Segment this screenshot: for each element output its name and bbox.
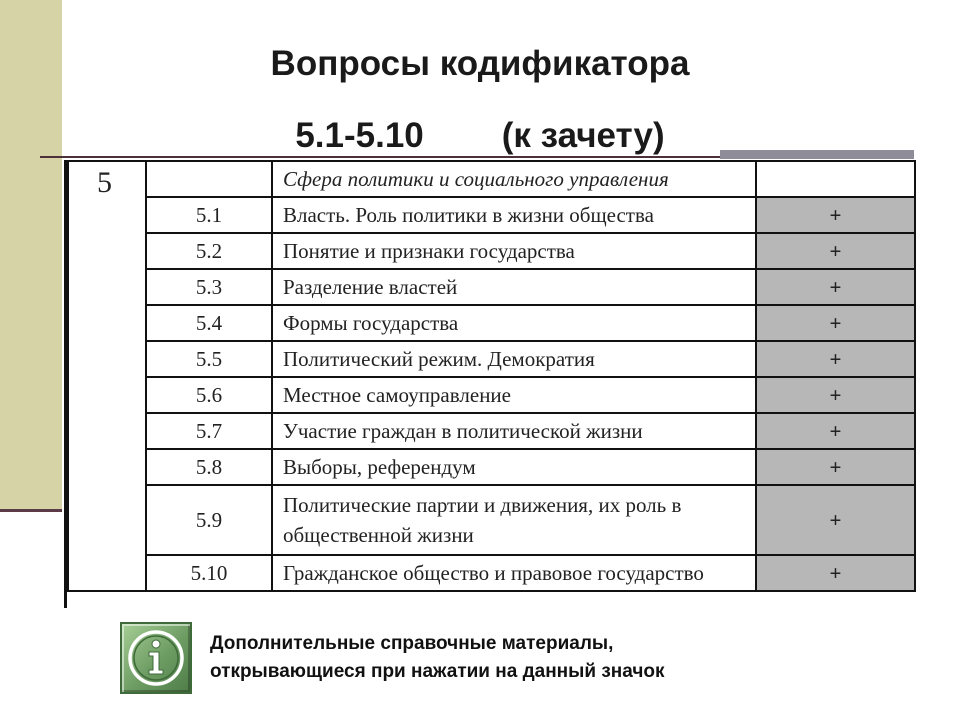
- row-topic: Местное самоуправление: [272, 377, 756, 413]
- section-mark-cell: [756, 161, 915, 197]
- table-row: [68, 341, 915, 377]
- row-mark: +: [756, 305, 915, 341]
- row-mark: +: [756, 197, 915, 233]
- row-topic: Выборы, референдум: [272, 449, 756, 485]
- table-row: [68, 197, 915, 233]
- header-divider: [40, 156, 720, 158]
- row-number: 5.9: [146, 485, 272, 555]
- codifier-table: [67, 160, 916, 592]
- row-topic: Формы государства: [272, 305, 756, 341]
- row-topic: Участие граждан в политической жизни: [272, 413, 756, 449]
- row-number: 5.5: [146, 341, 272, 377]
- row-number: 5.10: [146, 555, 272, 591]
- table-row: [68, 233, 915, 269]
- section-title: Сфера политики и социального управления: [272, 161, 756, 197]
- table-row: [68, 413, 915, 449]
- row-topic: Политический режим. Демократия: [272, 341, 756, 377]
- info-icon[interactable]: [120, 622, 192, 694]
- code-range: 5.1-5.10: [295, 116, 424, 155]
- row-mark: +: [756, 413, 915, 449]
- section-empty-cell: [146, 161, 272, 197]
- table-row: [68, 377, 915, 413]
- row-mark: +: [756, 269, 915, 305]
- table-row: [68, 449, 915, 485]
- table-row: [68, 269, 915, 305]
- header-divider-accent: [720, 150, 914, 159]
- row-topic: Понятие и признаки государства: [272, 233, 756, 269]
- row-number: 5.1: [146, 197, 272, 233]
- row-number: 5.4: [146, 305, 272, 341]
- section-row: [68, 161, 915, 197]
- row-number: 5.7: [146, 413, 272, 449]
- row-mark: +: [756, 555, 915, 591]
- row-number: 5.3: [146, 269, 272, 305]
- row-mark: +: [756, 341, 915, 377]
- exam-note: (к зачету): [501, 116, 665, 155]
- row-topic: Власть. Роль политики в жизни общества: [272, 197, 756, 233]
- codifier-table-wrapper: [64, 160, 917, 608]
- slide-title: Вопросы кодификатора: [270, 44, 690, 83]
- info-caption-line2: открывающиеся при нажатии на данный значок: [210, 661, 665, 682]
- row-mark: +: [756, 485, 915, 555]
- row-topic: Политические партии и движения, их роль в общественной жизни: [272, 485, 756, 555]
- row-number: 5.2: [146, 233, 272, 269]
- info-caption: [210, 630, 830, 686]
- row-mark: +: [756, 449, 915, 485]
- table-row: [68, 485, 915, 555]
- side-decor-rule: [0, 509, 62, 512]
- row-number: 5.8: [146, 449, 272, 485]
- row-topic: Гражданское общество и правовое государство: [272, 555, 756, 591]
- table-row: [68, 555, 915, 591]
- table-row: [68, 305, 915, 341]
- info-glyph-icon: [122, 624, 190, 692]
- info-caption-line1: Дополнительные справочные материалы,: [210, 633, 614, 654]
- row-mark: +: [756, 377, 915, 413]
- row-mark: +: [756, 233, 915, 269]
- section-number: 5: [68, 161, 146, 591]
- row-topic: Разделение властей: [272, 269, 756, 305]
- row-number: 5.6: [146, 377, 272, 413]
